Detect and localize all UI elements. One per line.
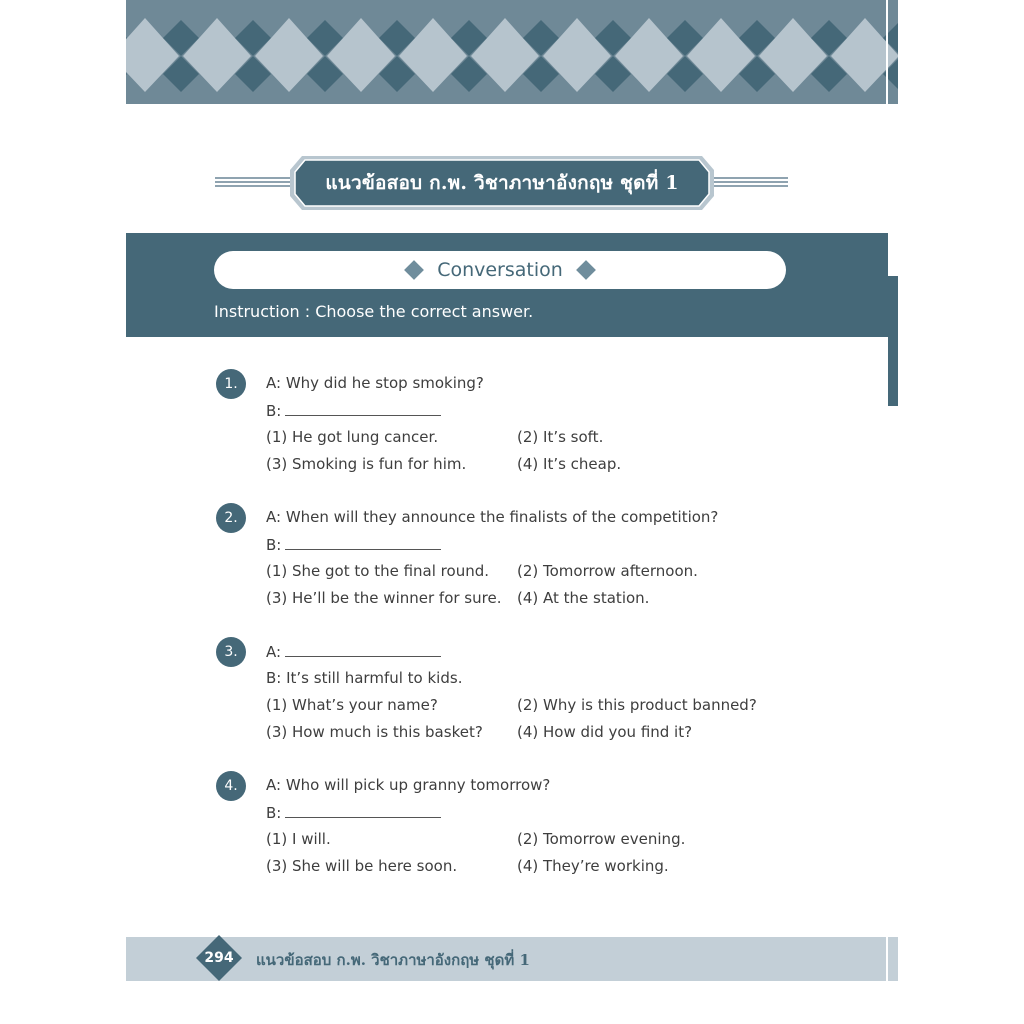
question-number-badge: 1. — [216, 369, 246, 399]
page-title: แนวข้อสอบ ก.พ. วิชาภาษาอังกฤษ ชุดที่ 1 — [325, 172, 679, 194]
pattern-diamond — [327, 18, 395, 92]
option-4: (4) They’re working. — [517, 857, 669, 875]
section-title-pill — [214, 251, 786, 289]
pattern-diamond — [543, 18, 611, 92]
option-1: (1) He got lung cancer. — [266, 428, 439, 446]
pattern-diamond — [687, 18, 755, 92]
banner-edge-rule — [886, 0, 888, 104]
option-3: (3) How much is this basket? — [266, 723, 483, 741]
question-number-badge: 4. — [216, 771, 246, 801]
option-2: (2) It’s soft. — [517, 428, 604, 446]
answer-line — [266, 803, 441, 822]
speaker-label: A: — [266, 643, 282, 661]
option-3: (3) He’ll be the winner for sure. — [266, 589, 502, 607]
pattern-diamond — [759, 18, 827, 92]
footer-divider — [886, 937, 888, 981]
running-title: แนวข้อสอบ ก.พ. วิชาภาษาอังกฤษ ชุดที่ 1 — [256, 951, 530, 969]
answer-line: B: It’s still harmful to kids. — [266, 669, 463, 687]
option-3: (3) Smoking is fun for him. — [266, 455, 467, 473]
option-2: (2) Tomorrow afternoon. — [517, 562, 698, 580]
question-number-badge: 2. — [216, 503, 246, 533]
option-1: (1) She got to the final round. — [266, 562, 490, 580]
question-prompt: A: Why did he stop smoking? — [266, 374, 484, 392]
speaker-label: B: — [266, 536, 282, 554]
speaker-label: B: — [266, 402, 282, 420]
section-title: Conversation — [437, 259, 563, 281]
diamond-icon — [576, 260, 596, 280]
answer-blank — [285, 803, 441, 818]
pattern-diamond — [255, 18, 323, 92]
pattern-diamond — [615, 18, 683, 92]
option-4: (4) How did you find it? — [517, 723, 693, 741]
option-4: (4) At the station. — [517, 589, 650, 607]
question-number-badge: 3. — [216, 637, 246, 667]
title-rule-right — [710, 177, 788, 189]
question-prompt: A: Who will pick up granny tomorrow? — [266, 776, 551, 794]
diamond-icon — [404, 260, 424, 280]
option-3: (3) She will be here soon. — [266, 857, 458, 875]
answer-blank — [285, 642, 441, 657]
decorative-header-banner — [126, 0, 898, 104]
argyle-pattern — [126, 0, 898, 104]
instruction-text: Instruction : Choose the correct answer. — [214, 302, 534, 321]
pattern-diamond — [399, 18, 467, 92]
answer-line — [266, 535, 441, 554]
speaker-label: B: — [266, 804, 282, 822]
option-1: (1) I will. — [266, 830, 331, 848]
option-1: (1) What’s your name? — [266, 696, 438, 714]
option-4: (4) It’s cheap. — [517, 455, 622, 473]
title-rule-left — [215, 177, 295, 189]
page-number: 294 — [204, 950, 234, 966]
question-prompt: A: When will they announce the finalists of the competition? — [266, 508, 719, 526]
title-plaque — [288, 154, 716, 212]
pattern-diamond — [183, 18, 251, 92]
option-2: (2) Tomorrow evening. — [517, 830, 686, 848]
side-tab-gap — [888, 233, 898, 275]
option-2: (2) Why is this product banned? — [517, 696, 757, 714]
question-prompt — [266, 642, 441, 661]
side-tab-marker — [888, 276, 898, 406]
pattern-diamond — [471, 18, 539, 92]
answer-blank — [285, 535, 441, 550]
answer-line — [266, 401, 441, 420]
answer-blank — [285, 401, 441, 416]
